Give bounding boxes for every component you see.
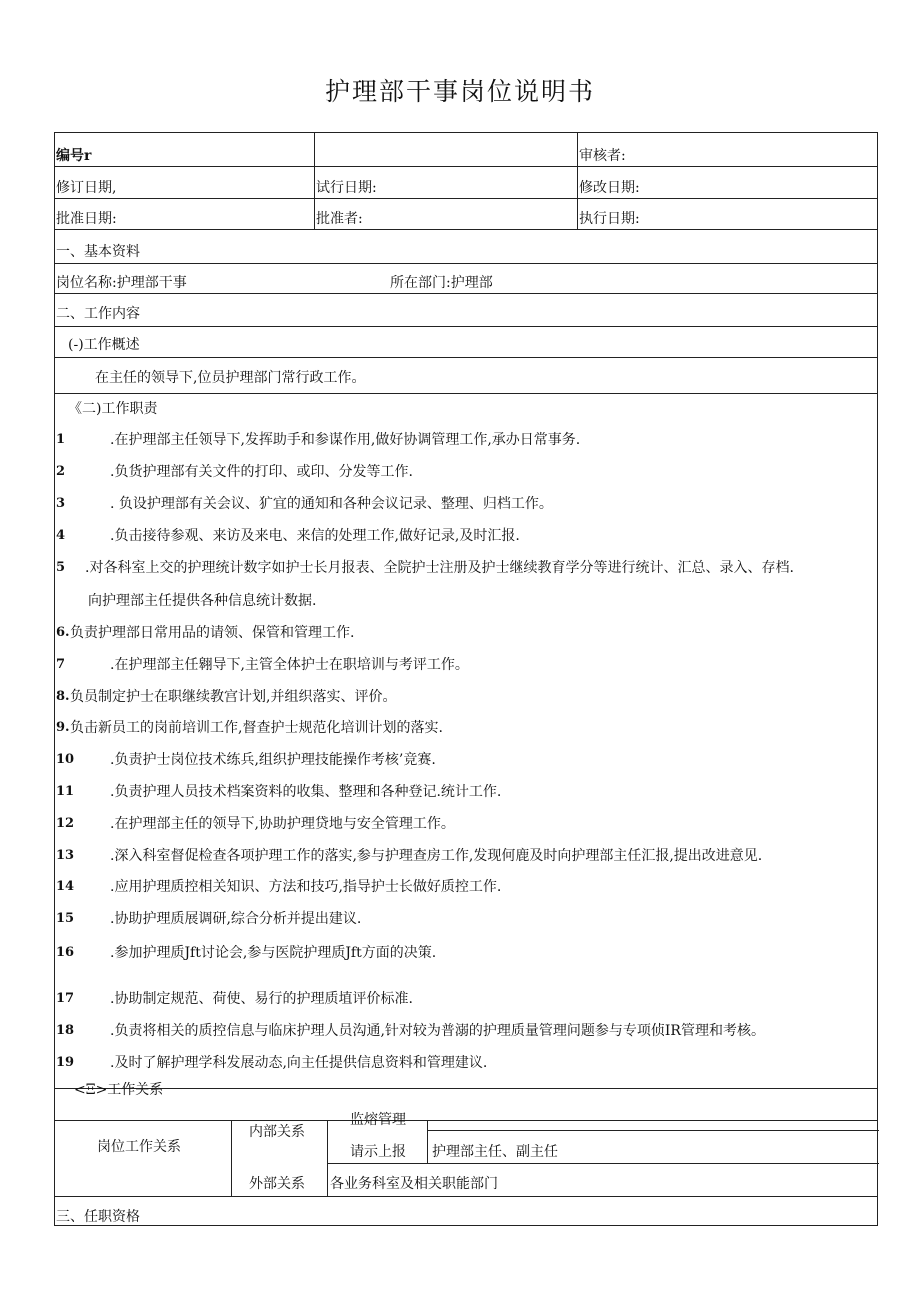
duty-number: 1 [56, 432, 66, 447]
duty-text: .负责将相关的质控信息与临床护理人员沟通,针对较为普溺的护理质量管理问题参与专项侦IR管理和考核。 [110, 1023, 765, 1039]
page-title: 护理部干事岗位说明书 [324, 77, 595, 106]
duty-text: .负责护士岗位技术练兵,组织护理技能操作考核’竞赛. [110, 752, 436, 768]
overview-heading: (-)工作概述 [68, 337, 140, 353]
duty-text: .在护理部主任领导下,发挥助手和参谋作用,做好协调管理工作,承办日常事务. [110, 432, 581, 448]
duty-number: 17 [56, 991, 75, 1006]
divider [55, 393, 877, 394]
divider [427, 1130, 879, 1131]
qualification-heading: 三、任职资格 [56, 1209, 140, 1225]
divider [55, 326, 877, 327]
work-content-heading: 二、工作内容 [56, 306, 140, 322]
duty-number: 18 [56, 1023, 75, 1038]
divider [314, 133, 315, 229]
divider [55, 1120, 877, 1121]
divider [55, 229, 877, 230]
approver-label: 批准者: [316, 211, 363, 227]
duty-number: 8. [56, 689, 70, 704]
duty-number: 4 [56, 528, 66, 543]
duty-text-continued: 向护理部主任提供各种信息统计数据. [88, 593, 317, 609]
duty-text: .对各科室上交的护理统计数字如护士长月报表、全院护士注册及护士继续教育学分等进行统计、汇总、录入、存档. [85, 560, 794, 576]
duty-text: .负责护理人员技术档案资料的收集、整理和各种登记.统计工作. [110, 784, 502, 800]
divider [55, 263, 877, 264]
divider [327, 1120, 328, 1196]
report-label: 请示上报 [350, 1144, 406, 1160]
duty-text: .在护理部主任的领导下,协助护理贷地与安全管理工作。 [110, 816, 455, 832]
approve-date-label: 批准日期: [56, 211, 117, 227]
overview-text: 在主任的领导下,位员护理部门常行政工作。 [95, 370, 366, 386]
department: 所在部门:护理部 [390, 275, 493, 291]
duty-number: 11 [56, 784, 75, 799]
number-label: 编号r [56, 148, 92, 164]
revise-date-label: 修订日期, [56, 180, 117, 196]
duty-text: .负击接待参观、来访及来电、来信的处理工作,做好记录,及时汇报. [110, 528, 520, 544]
external-relations-label: 外部关系 [249, 1176, 305, 1192]
divider [55, 198, 877, 199]
duty-number: 5 [56, 560, 66, 575]
divider [55, 166, 877, 167]
duty-text: 负员制定护士在职继续教宫计划,并组织落实、评价。 [70, 689, 397, 705]
relations-heading: <Ξ>工作关系 [74, 1082, 164, 1098]
divider [231, 1120, 232, 1196]
modify-date-label: 修改日期: [579, 180, 640, 196]
duty-text: .协助护理质展调研,综合分析并提出建议. [110, 911, 362, 927]
divider [55, 1088, 877, 1089]
divider [55, 1196, 877, 1197]
duty-number: 14 [56, 879, 75, 894]
reviewer-label: 审核者: [579, 148, 626, 164]
duty-text: 负击新员工的岗前培训工作,督查护士规范化培训计划的落实. [70, 720, 443, 736]
duties-heading: 《二)工作职责 [68, 401, 158, 417]
relations-label: 岗位工作关系 [97, 1139, 181, 1155]
basic-info-heading: 一、基本资料 [56, 244, 140, 260]
divider [55, 293, 877, 294]
duty-text: .深入科室督促检查各项护理工作的落实,参与护理查房工作,发现何鹿及时向护理部主任汇报,提出改进意见. [110, 848, 763, 864]
internal-relations-label: 内部关系 [249, 1124, 305, 1140]
duty-number: 2 [56, 464, 66, 479]
divider [577, 133, 578, 229]
duty-number: 13 [56, 848, 75, 863]
duty-text: . 负设护理部有关会议、犷宜的通知和各种会议记录、整理、归档工作。 [110, 496, 553, 512]
duty-number: 6. [56, 625, 70, 640]
duty-text: .参加护理质Jft讨论会,参与医院护理质Jft方面的决策. [110, 945, 437, 961]
duty-number: 3 [56, 496, 66, 511]
supervise-label: 监熔管理 [350, 1112, 406, 1128]
duty-number: 12 [56, 816, 75, 831]
exec-date-label: 执行日期: [579, 211, 640, 227]
duty-text: 负责护理部日常用品的请领、保管和管理工作. [70, 625, 355, 641]
duty-text: .在护理部主任翱导下,主管全体护士在职培训与考评工作。 [110, 657, 469, 673]
duty-text: .负货护理部有关文件的打印、或印、分发等工作. [110, 464, 413, 480]
trial-date-label: 试行日期: [316, 180, 377, 196]
divider [427, 1120, 428, 1163]
external-relations-value: 各业务科室及相关职能部门 [330, 1176, 498, 1192]
duty-number: 16 [56, 945, 75, 960]
duty-number: 7 [56, 657, 66, 672]
divider [55, 357, 877, 358]
duty-number: 19 [56, 1055, 75, 1070]
post-name: 岗位名称:护理部干事 [56, 275, 187, 291]
divider [327, 1163, 879, 1164]
duty-number: 9. [56, 720, 70, 735]
duty-number: 10 [56, 752, 75, 767]
duty-text: .及时了解护理学科发展动态,向主任提供信息资料和管理建议. [110, 1055, 488, 1071]
report-value: 护理部主任、副主任 [432, 1144, 558, 1160]
duty-text: .应用护理质控相关知识、方法和技巧,指导护士长做好质控工作. [110, 879, 502, 895]
duty-text: .协助制定规范、荷使、易行的护理质埴评价标准. [110, 991, 413, 1007]
duty-number: 15 [56, 911, 75, 926]
